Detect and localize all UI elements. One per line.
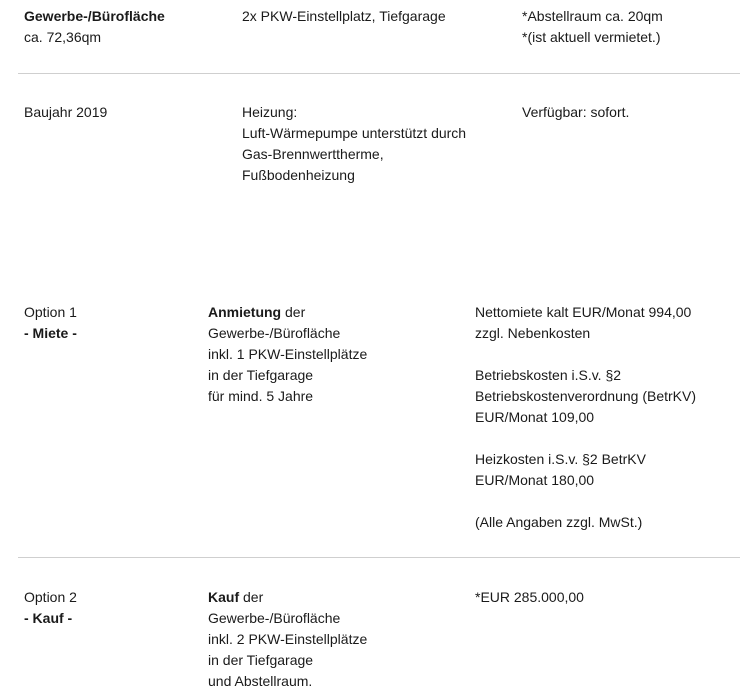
option-2-desc-first-line [208,587,367,608]
heat-line-1: Heizkosten i.S.v. §2 BetrKV [475,451,646,467]
option-1-desc-first-line [208,302,367,323]
option-1-desc-line: in der Tiefgarage [208,367,314,383]
option-2-desc-line: in der Tiefgarage [208,652,314,668]
option-1-type: - Miete - [24,325,77,341]
storage-note: *(ist aktuell vermietet.) [522,29,661,45]
option-2-label: Option 2 [24,589,77,605]
divider-1 [18,73,740,74]
year-built: Baujahr 2019 [24,104,108,120]
tax-note: (Alle Angaben zzgl. MwSt.) [475,514,643,530]
option-2-heading [24,587,77,629]
availability-text: Verfügbar: sofort. [522,104,630,120]
option-1-desc-line: Gewerbe-/Bürofläche [208,325,341,341]
opex-line-2: Betriebskostenverordnung (BetrKV) [475,388,696,404]
opex-line-1: Betriebskosten i.S.v. §2 [475,367,622,383]
rent-line-1: Nettomiete kalt EUR/Monat 994,00 [475,304,692,320]
option-2-desc-line: Gewerbe-/Bürofläche [208,610,341,626]
heating-line-2: Gas-Brennwerttherme, [242,146,384,162]
option-1-desc-bold: Anmietung [208,304,282,320]
heating-line-3: Fußbodenheizung [242,167,355,183]
option-1-heading [24,302,77,344]
option-2-desc-bold: Kauf [208,589,240,605]
area-block [24,6,165,48]
option-2-description [208,587,367,692]
option-1-desc-line: für mind. 5 Jahre [208,388,314,404]
area-title: Gewerbe-/Bürofläche [24,8,165,24]
option-1-desc-rest: der [281,304,306,320]
parking-text: 2x PKW-Einstellplatz, Tiefgarage [242,8,446,24]
option-1-description [208,302,367,407]
storage-text: *Abstellraum ca. 20qm [522,8,663,24]
option-1-desc-line: inkl. 1 PKW-Einstellplätze [208,346,368,362]
year-block [24,102,107,123]
option-2-pricing [475,587,584,608]
option-2-desc-rest: der [239,589,264,605]
option-1-pricing [475,302,696,533]
availability-block [522,102,629,123]
opex-line-3: EUR/Monat 109,00 [475,409,595,425]
rent-line-2: zzgl. Nebenkosten [475,325,591,341]
purchase-price: *EUR 285.000,00 [475,589,584,605]
option-2-desc-line: und Abstellraum. [208,673,313,689]
heating-block [242,102,466,186]
parking-block [242,6,446,27]
heating-line-1: Luft-Wärmepumpe unterstützt durch [242,125,467,141]
divider-2 [18,557,740,558]
heat-line-2: EUR/Monat 180,00 [475,472,595,488]
option-2-type: - Kauf - [24,610,73,626]
option-1-label: Option 1 [24,304,77,320]
option-2-desc-line: inkl. 2 PKW-Einstellplätze [208,631,368,647]
storage-block [522,6,663,48]
heating-label: Heizung: [242,104,298,120]
area-size: ca. 72,36qm [24,29,102,45]
